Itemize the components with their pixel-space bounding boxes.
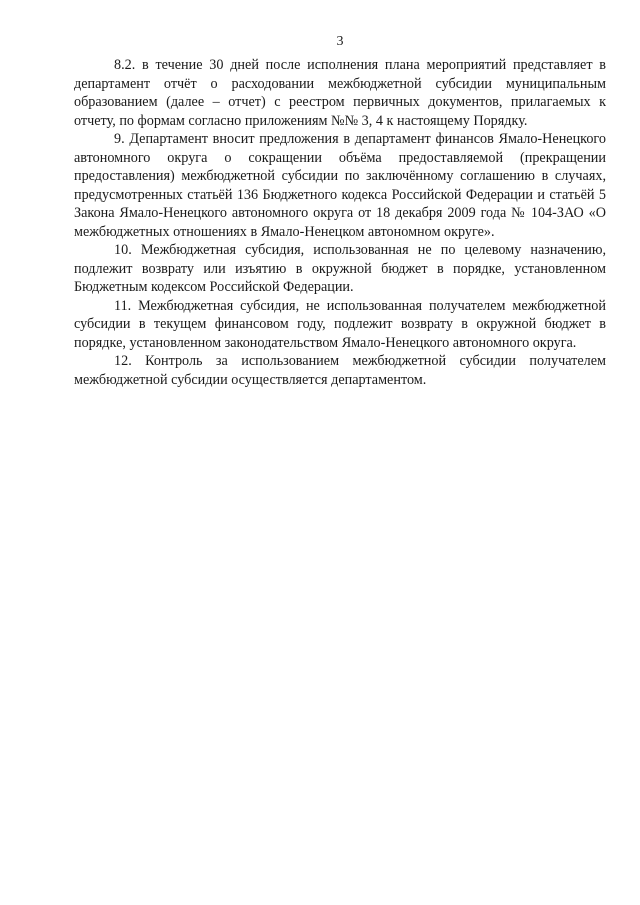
page-number: 3 — [336, 34, 344, 49]
document-body — [74, 56, 606, 389]
paragraph-12: 12. Контроль за использованием межбюджетной субсидии получателем межбюджетной субсидии осуществляется департаментом. — [74, 353, 606, 388]
paragraph-9: 9. Департамент вносит предложения в департамент финансов Ямало-Ненецкого автономного округа о сокращении объёма предоставляемой (прекращении предоставления) межбюджетной субсидии по заключённому соглашению в случаях, предусмотренных статьёй 136 Бюджетного кодекса Российской Федерации и статьёй 5 Закона Ямало-Ненецкого автономного округа от 18 декабря 2009 года № 104-ЗАО «О межбюджетных отношениях в Ямало-Ненецком автономном округе». — [74, 131, 606, 240]
paragraph-11: 11. Межбюджетная субсидия, не использованная получателем межбюджетной субсидии в текущем финансовом году, подлежит возврату в окружной бюджет в порядке, установленном законодательством Ямало-Ненецкого автономного округа. — [74, 297, 606, 351]
paragraph-8-2: 8.2. в течение 30 дней после исполнения плана мероприятий представляет в департамент отчёт о расходовании межбюджетной субсидии муниципальным образованием (далее – отчет) с реестром первичных документов, прилагаемых к отчету, по формам согласно приложениям №№ 3, 4 к настоящему Порядку. — [74, 57, 606, 129]
paragraph-10: 10. Межбюджетная субсидия, использованная не по целевому назначению, подлежит возврату или изъятию в окружной бюджет в порядке, установленном Бюджетным кодексом Российской Федерации. — [74, 242, 606, 295]
